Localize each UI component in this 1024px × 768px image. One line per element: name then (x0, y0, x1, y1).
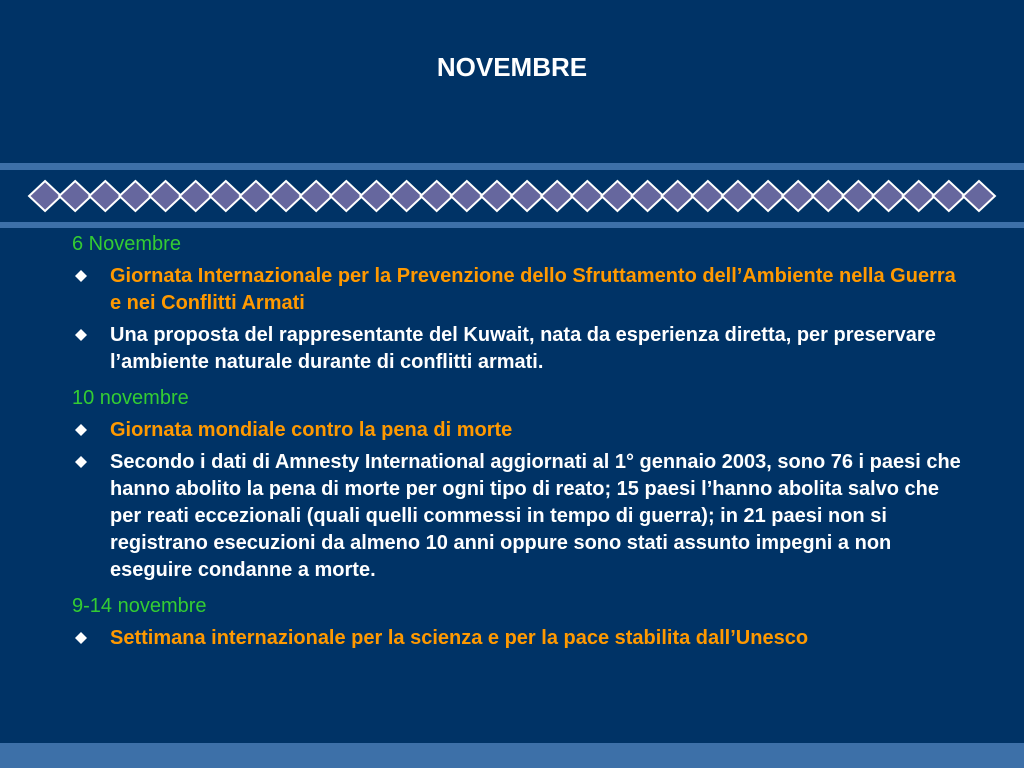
diamond-ornament (300, 181, 332, 211)
date-heading: 10 novembre (72, 387, 189, 409)
top-divider-band (0, 163, 1024, 170)
diamond-bullet-icon (74, 625, 88, 652)
diamond-ornament (662, 181, 694, 211)
event-title-text: Settimana internazionale per la scienza e per la pace stabilita dall’Unesco (110, 627, 809, 649)
bottom-band (0, 743, 1024, 768)
diamond-ornament (782, 181, 814, 211)
diamond-ornament (692, 181, 724, 211)
diamond-ornament (812, 181, 844, 211)
section-9-14-novembre (72, 594, 972, 652)
diamond-ornament (29, 181, 61, 211)
event-title-text: Giornata mondiale contro la pena di morte (110, 419, 513, 441)
diamond-ornament (421, 181, 453, 211)
event-title (72, 625, 972, 652)
diamond-ornament (963, 181, 995, 211)
slide-title: NOVEMBRE (436, 52, 588, 82)
diamond-border (0, 175, 1024, 217)
diamond-ornament (873, 181, 905, 211)
diamond-ornament (59, 181, 91, 211)
event-title (72, 417, 972, 444)
diamond-ornament (481, 181, 513, 211)
diamond-ornament (180, 181, 212, 211)
diamond-bullet-icon (74, 449, 88, 476)
diamond-ornament (119, 181, 151, 211)
event-title-text: Giornata Internazionale per la Prevenzione dello Sfruttamento dell’Ambiente nella Guerra e nei Conflitti Armati (110, 265, 956, 314)
date-heading: 6 Novembre (72, 233, 181, 255)
slide-body (72, 232, 972, 662)
diamond-ornament (240, 181, 272, 211)
event-description-text: Secondo i dati di Amnesty International aggiornati al 1° gennaio 2003, sono 76 i paesi che hanno abolito la pena di morte per ogni tipo di reato; 15 paesi l’hanno abolita salvo che per reati eccezionali (quali quelli commessi in tempo di guerra); in 21 paesi non si registrano esecuzioni da almeno 10 anni oppure sono stati assunto impegni a non eseguire condanne a morte. (110, 451, 961, 581)
diamond-ornament (360, 181, 392, 211)
diamond-ornament (632, 181, 664, 211)
diamond-ornament (933, 181, 965, 211)
diamond-ornament (391, 181, 423, 211)
event-description-text: Una proposta del rappresentante del Kuwait, nata da esperienza diretta, per preservare l’ambiente naturale durante di conflitti armati. (110, 324, 936, 373)
diamond-ornament (270, 181, 302, 211)
diamond-ornament (210, 181, 242, 211)
diamond-ornament (752, 181, 784, 211)
event-title (72, 263, 972, 317)
diamond-ornament (541, 181, 573, 211)
diamond-bullet-icon (74, 322, 88, 349)
diamond-ornament (722, 181, 754, 211)
section-10-novembre (72, 386, 972, 584)
middle-divider-band (0, 222, 1024, 228)
event-description (72, 449, 972, 584)
diamond-ornament (330, 181, 362, 211)
diamond-bullet-icon (74, 263, 88, 290)
diamond-ornament (842, 181, 874, 211)
diamond-ornament (511, 181, 543, 211)
section-6-novembre (72, 232, 972, 376)
diamond-ornament (451, 181, 483, 211)
diamond-ornament (601, 181, 633, 211)
date-heading: 9-14 novembre (72, 595, 207, 617)
diamond-ornament (89, 181, 121, 211)
diamond-ornament (571, 181, 603, 211)
event-description (72, 322, 972, 376)
diamond-ornament (903, 181, 935, 211)
diamond-ornament (150, 181, 182, 211)
diamond-bullet-icon (74, 417, 88, 444)
